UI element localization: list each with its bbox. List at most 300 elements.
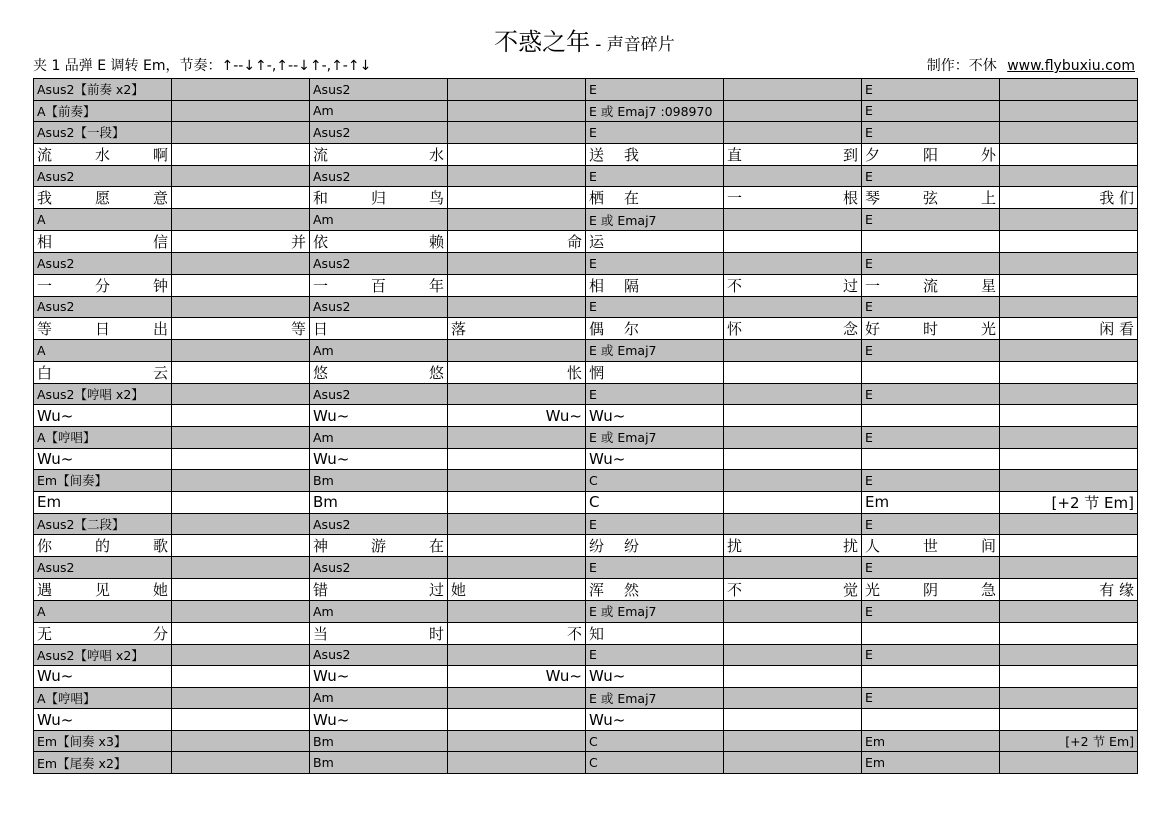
lyric-cell: 等 日 出 (34, 318, 172, 340)
chord-row (34, 296, 1138, 318)
chord-cell: Asus2 (310, 557, 448, 579)
chord-cell: Asus2【哼唱 x2】 (34, 644, 172, 666)
chord-cell (172, 100, 310, 122)
website-link[interactable]: www.flybuxiu.com (1007, 58, 1135, 74)
chord-cell (724, 340, 862, 362)
chord-cell (448, 644, 586, 666)
lyric-cell: 她 (448, 578, 586, 600)
chord-cell (448, 600, 586, 622)
chord-cell (1000, 252, 1138, 274)
chord-cell (724, 252, 862, 274)
chord-row (34, 122, 1138, 144)
lyric-cell: 日 (310, 318, 448, 340)
lyric-cell: 悠 悠 (310, 361, 448, 383)
chord-cell: Em【间奏】 (34, 470, 172, 492)
lyric-text: 纷 纷 (589, 537, 639, 556)
lyric-cell (724, 491, 862, 513)
chord-cell: E 或 Emaj7 (586, 340, 724, 362)
chord-cell (172, 513, 310, 535)
lyric-cell (862, 230, 1000, 252)
lyric-cell: Em (34, 491, 172, 513)
chord-cell: E (586, 557, 724, 579)
chord-cell (448, 209, 586, 231)
lyric-cell (724, 709, 862, 731)
chord-cell: Em (862, 730, 1000, 752)
lyric-cell (172, 187, 310, 209)
lyric-cell (172, 405, 310, 427)
chord-cell (1000, 687, 1138, 709)
credit-info (927, 55, 1135, 75)
lyric-cell: 神 游 在 (310, 535, 448, 557)
chord-cell: Am (310, 600, 448, 622)
chord-cell: E (862, 209, 1000, 231)
lyric-cell: 扰 扰 (724, 535, 862, 557)
chord-cell (724, 730, 862, 752)
chord-row (34, 426, 1138, 448)
lyric-cell (1000, 448, 1138, 470)
lyric-cell (172, 535, 310, 557)
chord-cell (1000, 383, 1138, 405)
chord-cell (724, 513, 862, 535)
lyric-cell (448, 709, 586, 731)
lyric-cell: 闲 看 (1000, 318, 1138, 340)
lyric-cell (172, 709, 310, 731)
chord-cell (448, 557, 586, 579)
chord-cell: E (862, 644, 1000, 666)
chord-cell: A (34, 209, 172, 231)
chord-row (34, 79, 1138, 101)
chord-cell: Asus2【二段】 (34, 513, 172, 535)
lyric-cell (172, 143, 310, 165)
chord-cell (1000, 644, 1138, 666)
lyric-cell: Wu~ (448, 405, 586, 427)
chord-cell (172, 687, 310, 709)
chord-cell: E (586, 644, 724, 666)
lyric-cell: 不 过 (724, 274, 862, 296)
lyric-cell: 光 阴 急 (862, 578, 1000, 600)
lyric-cell: 一 分 钟 (34, 274, 172, 296)
lyric-row (34, 318, 1138, 340)
chord-cell (1000, 752, 1138, 774)
lyric-cell: 夕 阳 外 (862, 143, 1000, 165)
chord-cell (724, 600, 862, 622)
chord-cell: E (862, 100, 1000, 122)
chord-cell (448, 687, 586, 709)
chord-cell: Em (862, 752, 1000, 774)
lyric-cell: 运 (586, 230, 724, 252)
lyric-cell: 白 云 (34, 361, 172, 383)
chord-cell: Asus2【前奏 x2】 (34, 79, 172, 101)
lyric-cell: Wu~ (310, 405, 448, 427)
chord-cell: Am (310, 426, 448, 448)
chord-cell (448, 513, 586, 535)
lyric-cell: 错 过 (310, 578, 448, 600)
lyric-cell: Wu~ (310, 666, 448, 688)
lyric-cell (448, 274, 586, 296)
lyric-row (34, 666, 1138, 688)
lyric-cell: 好 时 光 (862, 318, 1000, 340)
chord-row (34, 644, 1138, 666)
chord-row (34, 340, 1138, 362)
chord-row (34, 687, 1138, 709)
chord-cell (448, 340, 586, 362)
chord-cell (448, 122, 586, 144)
chord-cell: Asus2 (310, 165, 448, 187)
lyric-cell: 人 世 间 (862, 535, 1000, 557)
lyric-cell (1000, 622, 1138, 644)
chord-cell: E (586, 165, 724, 187)
lyric-cell (586, 187, 724, 209)
chord-cell (172, 752, 310, 774)
chord-cell: A【哼唱】 (34, 687, 172, 709)
lyric-cell (862, 448, 1000, 470)
chord-cell (724, 122, 862, 144)
lyric-cell: 我 们 (1000, 187, 1138, 209)
chord-cell: Asus2 (310, 513, 448, 535)
chord-cell (448, 296, 586, 318)
chord-cell: Asus2 (310, 79, 448, 101)
chord-cell (724, 470, 862, 492)
lyric-cell (724, 622, 862, 644)
chord-cell: E (586, 122, 724, 144)
chord-cell (1000, 100, 1138, 122)
lyric-row (34, 709, 1138, 731)
lyric-cell (1000, 230, 1138, 252)
lyric-cell (1000, 535, 1138, 557)
chord-cell: E (586, 383, 724, 405)
lyric-cell (586, 318, 724, 340)
chord-cell (172, 470, 310, 492)
title-artist: - 声音碎片 (595, 35, 675, 55)
lyric-cell: Bm (310, 491, 448, 513)
chord-cell: E (586, 513, 724, 535)
lyric-cell (862, 405, 1000, 427)
lyric-cell: Wu~ (34, 666, 172, 688)
chord-row (34, 470, 1138, 492)
chord-cell (1000, 122, 1138, 144)
lyric-text: 相 隔 (589, 276, 639, 295)
chord-cell (172, 557, 310, 579)
chord-row (34, 752, 1138, 774)
chord-cell: E (586, 296, 724, 318)
lyric-cell: Wu~ (34, 448, 172, 470)
chord-row (34, 557, 1138, 579)
chord-row (34, 730, 1138, 752)
chord-cell: A (34, 340, 172, 362)
lyric-cell: Wu~ (34, 405, 172, 427)
lyric-cell (1000, 143, 1138, 165)
chord-cell: Asus2 (34, 296, 172, 318)
lyric-text: 栖 在 (589, 189, 639, 208)
lyric-cell: 知 (586, 622, 724, 644)
lyric-cell (448, 143, 586, 165)
lyric-cell (586, 274, 724, 296)
chord-cell (448, 100, 586, 122)
chord-cell (1000, 340, 1138, 362)
chord-cell (1000, 209, 1138, 231)
chord-cell: E (862, 513, 1000, 535)
chord-cell (724, 687, 862, 709)
chord-cell (1000, 426, 1138, 448)
lyric-cell: 一 流 星 (862, 274, 1000, 296)
chord-cell: E (862, 557, 1000, 579)
chord-cell (448, 165, 586, 187)
lyric-cell (586, 578, 724, 600)
chord-cell (172, 600, 310, 622)
chord-row (34, 600, 1138, 622)
chord-cell (448, 383, 586, 405)
lyric-cell (1000, 405, 1138, 427)
chord-cell: E 或 Emaj7 (586, 426, 724, 448)
lyric-cell (862, 666, 1000, 688)
song-title (0, 22, 1169, 57)
chord-cell (172, 426, 310, 448)
chord-cell (172, 644, 310, 666)
chord-cell: Asus2 (310, 122, 448, 144)
chord-cell (172, 383, 310, 405)
chord-cell (448, 752, 586, 774)
lyric-cell (448, 535, 586, 557)
lyric-cell (448, 187, 586, 209)
lyric-text: 送 我 (589, 145, 639, 164)
chord-cell: Am (310, 100, 448, 122)
lyric-cell (862, 709, 1000, 731)
chord-row (34, 252, 1138, 274)
lyric-cell: 惘 (586, 361, 724, 383)
chord-cell: E (862, 122, 1000, 144)
lyric-cell: 落 (448, 318, 586, 340)
lyric-cell: 一 根 (724, 187, 862, 209)
lyric-cell: 相 信 (34, 230, 172, 252)
chord-cell: E 或 Emaj7 (586, 600, 724, 622)
chord-cell (172, 296, 310, 318)
lyric-cell: 当 时 (310, 622, 448, 644)
chord-cell (724, 165, 862, 187)
chord-cell: E (862, 340, 1000, 362)
lyric-cell: 一 百 年 (310, 274, 448, 296)
lyric-cell: 你 的 歌 (34, 535, 172, 557)
lyric-cell (1000, 361, 1138, 383)
lyric-cell: 不 (448, 622, 586, 644)
lyric-cell: 流 水 (310, 143, 448, 165)
lyric-cell (448, 491, 586, 513)
lyric-text: 浑 然 (589, 580, 639, 599)
lyric-cell: Wu~ (586, 666, 724, 688)
lyric-cell (586, 143, 724, 165)
chord-cell: E (862, 600, 1000, 622)
chord-cell (1000, 513, 1138, 535)
chord-cell: E (862, 687, 1000, 709)
lyric-cell: Wu~ (310, 448, 448, 470)
chord-cell: E (862, 165, 1000, 187)
lyric-cell (724, 666, 862, 688)
chord-cell (724, 296, 862, 318)
lyric-cell (172, 274, 310, 296)
chord-cell: E (862, 79, 1000, 101)
lyric-cell: 琴 弦 上 (862, 187, 1000, 209)
lyric-cell: Wu~ (34, 709, 172, 731)
chord-cell: C (586, 730, 724, 752)
lyric-cell (1000, 274, 1138, 296)
lyric-cell: 和 归 鸟 (310, 187, 448, 209)
chord-row (34, 100, 1138, 122)
chord-row (34, 209, 1138, 231)
lyric-cell: 遇 见 她 (34, 578, 172, 600)
chord-chart-table (33, 78, 1138, 774)
chord-cell (724, 100, 862, 122)
chord-cell: [+2 节 Em] (1000, 730, 1138, 752)
chord-cell: Em【尾奏 x2】 (34, 752, 172, 774)
chord-cell: Asus2 (310, 252, 448, 274)
capo-rhythm-info: 夹 1 品弹 E 调转 Em，节奏：↑--↓↑-,↑--↓↑-,↑-↑↓ (33, 58, 372, 74)
chord-cell (1000, 557, 1138, 579)
chord-cell (172, 730, 310, 752)
lyric-cell (724, 405, 862, 427)
lyric-cell: 等 (172, 318, 310, 340)
chord-cell (172, 340, 310, 362)
lyric-row (34, 230, 1138, 252)
lyric-cell: 无 分 (34, 622, 172, 644)
chord-cell (172, 252, 310, 274)
lyric-cell: 不 觉 (724, 578, 862, 600)
lyric-cell (724, 448, 862, 470)
lyric-row (34, 491, 1138, 513)
chord-row (34, 383, 1138, 405)
chord-row (34, 513, 1138, 535)
lyric-cell (724, 230, 862, 252)
lyric-cell (1000, 666, 1138, 688)
lyric-text: 偶 尔 (589, 320, 639, 339)
chord-cell (1000, 470, 1138, 492)
chord-cell: Asus2 (310, 296, 448, 318)
chord-cell (724, 383, 862, 405)
chord-row (34, 165, 1138, 187)
lyric-cell: 直 到 (724, 143, 862, 165)
lyric-cell: Wu~ (586, 709, 724, 731)
lyric-row (34, 535, 1138, 557)
chord-cell: Bm (310, 752, 448, 774)
lyric-cell: 依 赖 (310, 230, 448, 252)
lyric-row (34, 405, 1138, 427)
lyric-cell: 并 (172, 230, 310, 252)
author-credit: 制作：不休 (926, 58, 997, 74)
lyric-cell (172, 666, 310, 688)
chord-cell (448, 730, 586, 752)
lyric-row (34, 578, 1138, 600)
chord-cell: E (586, 252, 724, 274)
chord-cell (448, 426, 586, 448)
lyric-cell (1000, 709, 1138, 731)
lyric-cell: 我 愿 意 (34, 187, 172, 209)
lyric-row (34, 448, 1138, 470)
chord-cell: Am (310, 340, 448, 362)
chord-cell: E 或 Emaj7 (586, 687, 724, 709)
lyric-cell (448, 448, 586, 470)
chord-cell: Asus2【哼唱 x2】 (34, 383, 172, 405)
lyric-cell (172, 622, 310, 644)
chord-cell (448, 470, 586, 492)
chord-cell (448, 252, 586, 274)
title-main: 不惑之年 (494, 28, 591, 56)
chord-cell: Asus2 (34, 557, 172, 579)
lyric-cell (172, 578, 310, 600)
lyric-row (34, 274, 1138, 296)
lyric-cell: 流 水 啊 (34, 143, 172, 165)
chord-cell: Asus2 (34, 165, 172, 187)
chord-cell: Asus2【一段】 (34, 122, 172, 144)
chord-cell: E (586, 79, 724, 101)
lyric-row (34, 361, 1138, 383)
chord-cell: Am (310, 209, 448, 231)
chord-cell (448, 79, 586, 101)
chord-cell (724, 79, 862, 101)
chord-cell (1000, 296, 1138, 318)
lyric-cell: Wu~ (448, 666, 586, 688)
lyric-cell (172, 361, 310, 383)
lyric-cell: Wu~ (310, 709, 448, 731)
chord-cell: E (862, 383, 1000, 405)
lyric-cell: [+2 节 Em] (1000, 491, 1138, 513)
chord-cell (172, 122, 310, 144)
chord-cell (1000, 79, 1138, 101)
chord-cell: C (586, 752, 724, 774)
lyric-row (34, 622, 1138, 644)
lyric-cell (862, 361, 1000, 383)
chord-cell: Am (310, 687, 448, 709)
chord-cell: Asus2 (310, 383, 448, 405)
chord-cell: Asus2 (310, 644, 448, 666)
chord-cell (724, 209, 862, 231)
lyric-cell (586, 535, 724, 557)
chord-cell: Asus2 (34, 252, 172, 274)
lyric-cell: 有 缘 (1000, 578, 1138, 600)
chord-cell: C (586, 470, 724, 492)
chord-cell: E (862, 296, 1000, 318)
lyric-cell: Wu~ (586, 448, 724, 470)
chord-cell: Bm (310, 470, 448, 492)
lyric-row (34, 187, 1138, 209)
chord-cell (172, 79, 310, 101)
lyric-cell: Em (862, 491, 1000, 513)
chord-cell: Em【间奏 x3】 (34, 730, 172, 752)
lyric-row (34, 143, 1138, 165)
chord-cell: A【哼唱】 (34, 426, 172, 448)
chord-cell: E (862, 252, 1000, 274)
chord-cell: A【前奏】 (34, 100, 172, 122)
chord-cell (724, 557, 862, 579)
chord-cell: E (862, 426, 1000, 448)
chord-cell: A (34, 600, 172, 622)
chord-cell: E 或 Emaj7 :098970 (586, 100, 724, 122)
chord-cell: E 或 Emaj7 (586, 209, 724, 231)
chord-cell (724, 644, 862, 666)
lyric-cell: 怀 念 (724, 318, 862, 340)
chord-cell (1000, 600, 1138, 622)
chord-cell: Bm (310, 730, 448, 752)
chord-cell (172, 209, 310, 231)
lyric-cell: 怅 (448, 361, 586, 383)
lyric-cell: C (586, 491, 724, 513)
chord-cell (724, 426, 862, 448)
chord-cell (724, 752, 862, 774)
chord-cell (172, 165, 310, 187)
lyric-cell: 命 (448, 230, 586, 252)
lyric-cell (862, 622, 1000, 644)
lyric-cell (172, 448, 310, 470)
lyric-cell (724, 361, 862, 383)
chord-cell (1000, 165, 1138, 187)
lyric-cell: Wu~ (586, 405, 724, 427)
